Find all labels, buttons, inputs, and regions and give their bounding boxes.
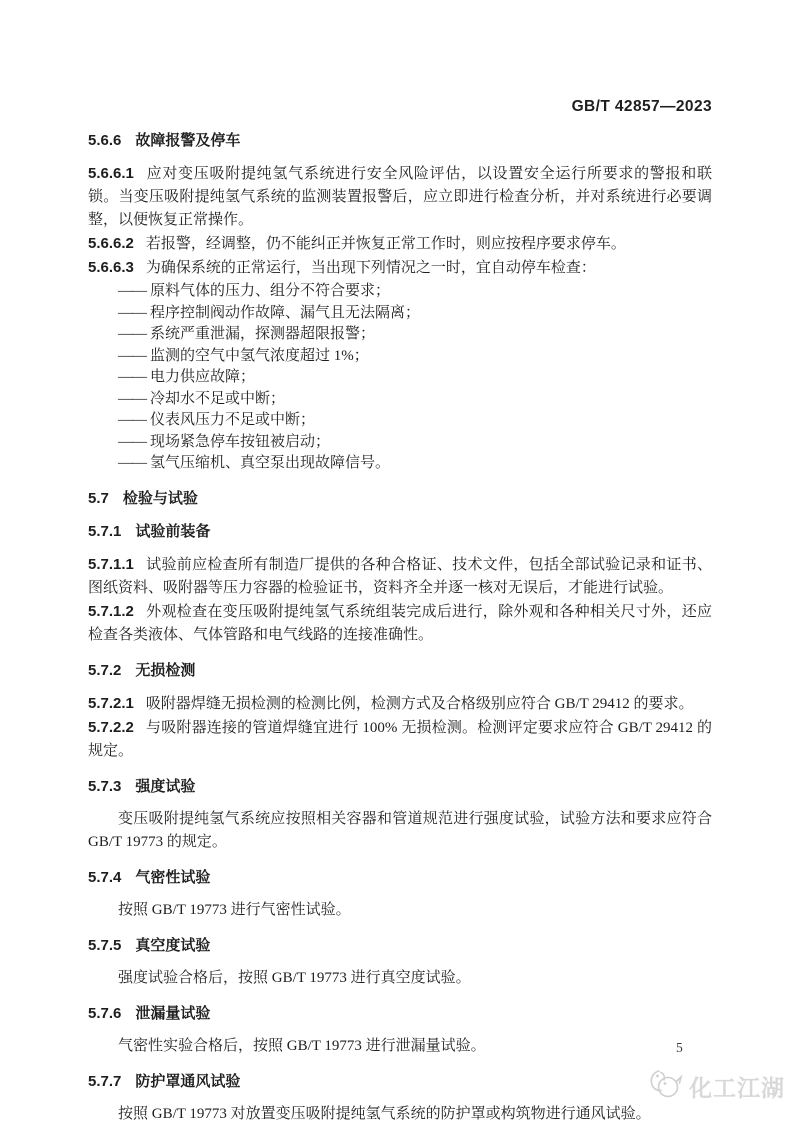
clause-text: 与吸附器连接的管道焊缝宜进行 100% 无损检测。检测评定要求应符合 GB/T 29412 的规定。	[88, 719, 712, 759]
section-heading-5.7.3	[88, 778, 712, 796]
dash-bullet: ——	[118, 369, 146, 385]
dash-bullet: ——	[118, 304, 146, 321]
clause-number: 5.7.1.1	[88, 555, 134, 573]
list-item-text: 原料气体的压力、组分不符合要求；	[150, 283, 391, 299]
list-item	[88, 453, 712, 475]
paragraph: 强度试验合格后，按照 GB/T 19773 进行真空度试验。	[118, 969, 471, 986]
clause-title: 强度试验	[135, 777, 196, 795]
section-heading-5.7.5	[88, 937, 712, 955]
section-heading-5.6.6	[88, 132, 712, 150]
clause-title: 试验前装备	[135, 522, 211, 540]
clause-title: 泄漏量试验	[135, 1004, 211, 1022]
section-heading-5.7.2	[88, 662, 712, 680]
list-item	[88, 281, 712, 303]
section-heading-5.7.4	[88, 869, 712, 887]
list-item-text: 程序控制阀动作故障、漏气且无法隔离；	[150, 304, 421, 321]
list-item	[88, 389, 712, 411]
clause-number: 5.7.1	[88, 522, 122, 540]
paragraph: 变压吸附提纯氢气系统应按照相关容器和管道规范进行强度试验，试验方法和要求应符合 GB/T 19773 的规定。	[88, 810, 712, 850]
dash-bullet: ——	[118, 390, 146, 407]
list-item	[88, 324, 712, 346]
content-blocks	[88, 132, 712, 1126]
dash-bullet: ——	[118, 412, 146, 428]
dash-bullet: ——	[118, 326, 146, 342]
clause-title: 检验与试验	[122, 489, 198, 507]
clause-number: 5.6.6.1	[88, 165, 134, 182]
clause-5.7.1.1	[88, 553, 712, 600]
clause-number: 5.6.6.3	[88, 259, 134, 276]
section-heading-5.7.7	[88, 1073, 712, 1091]
clause-title: 气密性试验	[135, 868, 211, 886]
clause-number: 5.7.2.1	[88, 694, 134, 712]
clause-number: 5.7	[88, 489, 109, 507]
list-item	[88, 303, 712, 325]
clause-number: 5.7.6	[88, 1004, 122, 1022]
list-item-text: 电力供应故障；	[150, 369, 256, 385]
clause-number: 5.7.1.2	[88, 602, 134, 620]
standard-number: GB/T 42857—2023	[571, 98, 712, 115]
clause-text: 试验前应检查所有制造厂提供的各种合格证、技术文件，包括全部试验记录和证书、图纸资料、吸附器等压力容器的检验证书，资料齐全并逐一核对无误后，才能进行试验。	[88, 556, 712, 596]
clause-text: 吸附器焊缝无损检测的检测比例，检测方式及合格级别应符合 GB/T 29412 的要求。	[145, 695, 694, 712]
section-heading-5.7	[88, 490, 712, 508]
dash-bullet: ——	[118, 455, 146, 471]
dash-bullet: ——	[118, 347, 146, 364]
clause-text: 应对变压吸附提纯氢气系统进行安全风险评估，以设置安全运行所要求的警报和联锁。当变压吸附提纯氢气系统的监测装置报警后，应立即进行检查分析，并对系统进行必要调整，以便恢复正常操作。	[88, 166, 712, 228]
list-item-text: 监测的空气中氢气浓度超过 1%；	[150, 347, 369, 364]
page-number: 5	[676, 1040, 683, 1055]
section-heading-5.7.1	[88, 523, 712, 541]
paragraph: 气密性实验合格后，按照 GB/T 19773 进行泄漏量试验。	[118, 1037, 486, 1054]
clause-5.7.2.2	[88, 716, 712, 763]
paragraph: 按照 GB/T 19773 进行气密性试验。	[118, 901, 351, 918]
clause-5.6.6.2	[88, 232, 712, 256]
clause-number: 5.7.2	[88, 661, 122, 679]
clause-5.7.1.2	[88, 600, 712, 647]
list-item-text: 仪表风压力不足或中断；	[150, 412, 316, 428]
watermark-label: 化工江湖	[689, 1075, 785, 1101]
clause-text: 外观检查在变压吸附提纯氢气系统组装完成后进行，除外观和各种相关尺寸外，还应检查各类液体、气体管路和电气线路的连接准确性。	[88, 603, 712, 643]
clause-number: 5.7.7	[88, 1072, 122, 1090]
clause-5.7.2.1	[88, 692, 712, 716]
list-item-text: 冷却水不足或中断；	[150, 390, 286, 407]
dash-list	[88, 281, 712, 475]
list-item-text: 现场紧急停车按钮被启动；	[150, 433, 331, 450]
list-item-text: 氢气压缩机、真空泵出现故障信号。	[150, 455, 391, 471]
clause-text: 若报警，经调整，仍不能纠正并恢复正常工作时，则应按程序要求停车。	[145, 236, 626, 252]
list-item	[88, 346, 712, 368]
clause-title: 无损检测	[135, 661, 196, 679]
clause-text: 为确保系统的正常运行，当出现下列情况之一时，宜自动停车检查：	[145, 260, 596, 276]
dash-bullet: ——	[118, 433, 146, 450]
clause-number: 5.6.6	[88, 132, 122, 149]
watermark-fish-icon	[648, 1068, 684, 1105]
clause-title: 防护罩通风试验	[135, 1072, 241, 1090]
clause-5.6.6.3	[88, 256, 712, 280]
clause-number: 5.7.3	[88, 777, 122, 795]
list-item-text: 系统严重泄漏，探测器超限报警；	[150, 326, 376, 342]
clause-number: 5.7.5	[88, 936, 122, 954]
list-item	[88, 432, 712, 454]
dash-bullet: ——	[118, 283, 146, 299]
clause-title: 真空度试验	[135, 936, 211, 954]
clause-number: 5.6.6.2	[88, 235, 134, 252]
paragraph: 按照 GB/T 19773 对放置变压吸附提纯氢气系统的防护罩或构筑物进行通风试验。	[118, 1105, 651, 1122]
clause-number: 5.7.4	[88, 868, 122, 886]
clause-5.6.6.1	[88, 162, 712, 232]
watermark	[648, 1068, 785, 1105]
list-item	[88, 410, 712, 432]
section-heading-5.7.6	[88, 1005, 712, 1023]
clause-title: 故障报警及停车	[135, 132, 241, 149]
clause-number: 5.7.2.2	[88, 718, 134, 736]
list-item	[88, 367, 712, 389]
